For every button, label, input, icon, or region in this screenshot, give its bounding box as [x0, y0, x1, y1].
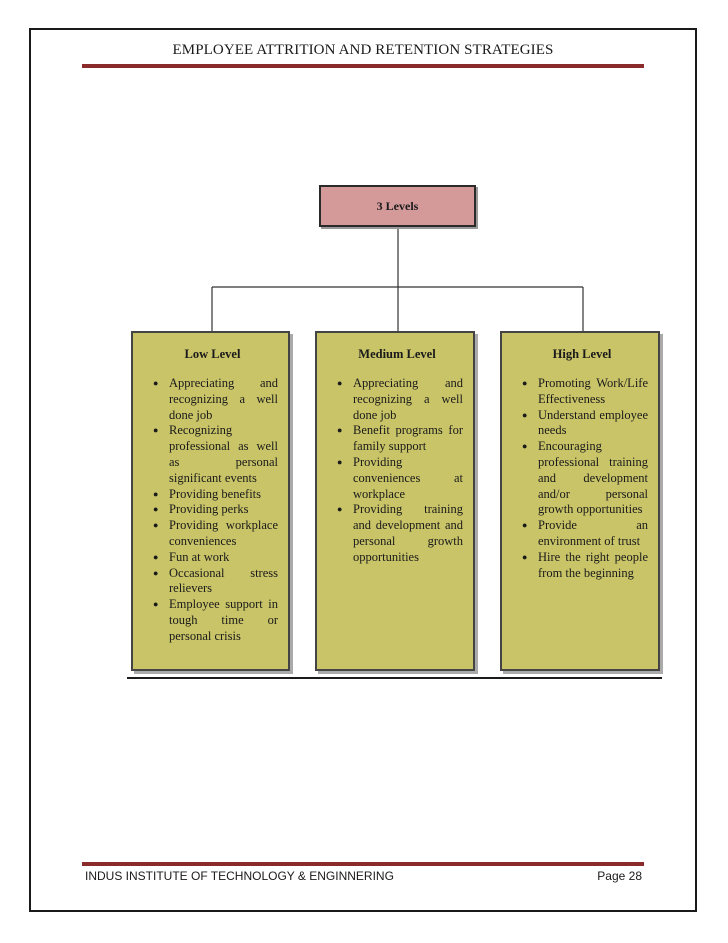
list-item: ● Appreciating and recognizing a well done job	[147, 376, 278, 423]
list-item: ● Occasional stress relievers	[147, 566, 278, 598]
level-list-medium	[331, 376, 463, 566]
footer-page-number: Page 28	[597, 869, 642, 883]
list-item: ● Hire the right people from the beginning	[516, 550, 648, 582]
list-item: ● Providing conveniences at workplace	[331, 455, 463, 502]
level-box-high	[500, 331, 660, 671]
list-item: ● Understand employee needs	[516, 408, 648, 440]
list-item: ● Providing perks	[147, 502, 278, 518]
level-title-high: High Level	[552, 347, 612, 361]
level-title-medium: Medium Level	[358, 347, 436, 361]
list-item: ● Providing training and development and personal growth opportunities	[331, 502, 463, 565]
list-item: ● Recognizing professional as well as personal significant events	[147, 423, 278, 486]
list-item: ● Provide an environment of trust	[516, 518, 648, 550]
diagram-bottom-rule	[127, 677, 662, 679]
list-item: ● Providing workplace conveniences	[147, 518, 278, 550]
footer-institute: INDUS INSTITUTE OF TECHNOLOGY & ENGINNERING	[85, 869, 394, 883]
page-header-title: EMPLOYEE ATTRITION AND RETENTION STRATEGIES	[172, 42, 554, 58]
list-item: ● Promoting Work/Life Effectiveness	[516, 376, 648, 408]
list-item: ● Employee support in tough time or personal crisis	[147, 597, 278, 644]
level-list-high	[516, 376, 648, 581]
list-item: ● Providing benefits	[147, 487, 278, 503]
level-box-medium	[315, 331, 475, 671]
list-item: ● Benefit programs for family support	[331, 423, 463, 455]
root-node	[319, 185, 476, 227]
level-list-low	[147, 376, 278, 645]
level-box-low	[131, 331, 290, 671]
list-item: ● Appreciating and recognizing a well done job	[331, 376, 463, 423]
level-title-low: Low Level	[184, 347, 241, 361]
footer-rule	[82, 862, 644, 866]
list-item: ● Encouraging professional training and development and/or personal growth opportunities	[516, 439, 648, 518]
root-node-label: 3 Levels	[376, 198, 419, 213]
list-item: ● Fun at work	[147, 550, 278, 566]
